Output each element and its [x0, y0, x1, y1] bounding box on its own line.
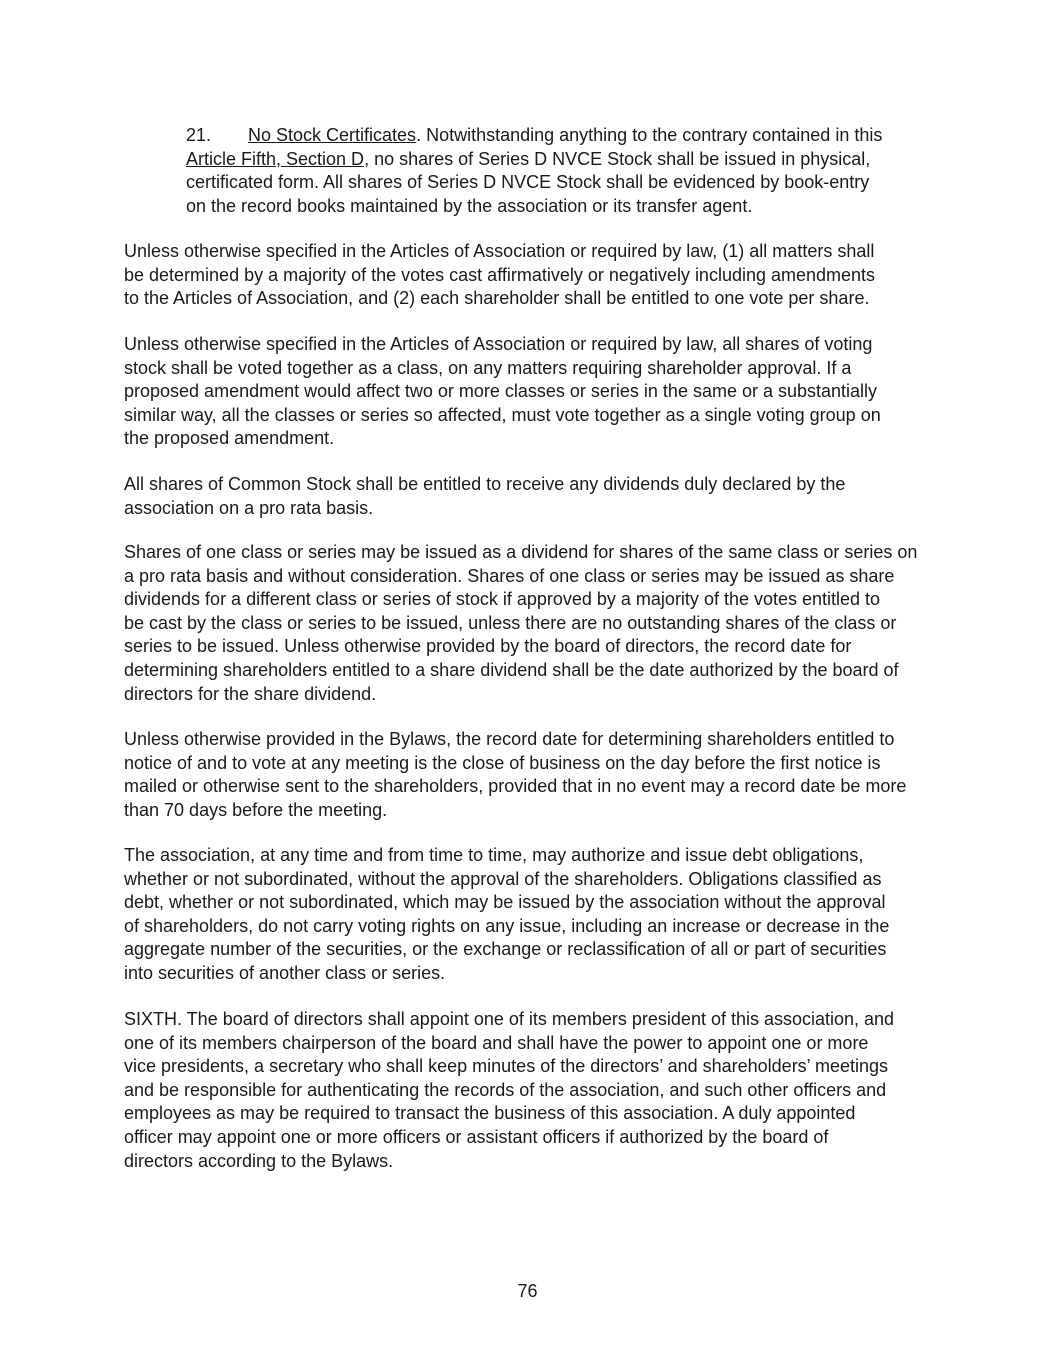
- paragraph-line: directors according to the Bylaws.: [124, 1150, 394, 1171]
- paragraph-line: Unless otherwise specified in the Articles of Association or required by law, all shares of voting: [124, 334, 873, 354]
- paragraph-line: officer may appoint one or more officers or assistant officers if authorized by the board of: [124, 1126, 829, 1147]
- paragraph-record-date: [124, 728, 936, 822]
- paragraph-line: a pro rata basis and without consideration. Shares of one class or series may be issued as share: [124, 565, 895, 586]
- paragraph-line: similar way, all the classes or series so affected, must vote together as a single voting group on: [124, 404, 881, 425]
- paragraph-line: proposed amendment would affect two or more classes or series in the same or a substantially: [124, 381, 878, 402]
- paragraph-line: Unless otherwise provided in the Bylaws, the record date for determining shareholders entitled to: [124, 729, 895, 749]
- paragraph-line: notice of and to vote at any meeting is the close of business on the day before the first notice is: [124, 752, 881, 773]
- paragraph-line: series to be issued. Unless otherwise provided by the board of directors, the record date for: [124, 636, 852, 657]
- paragraph-share-dividends: [124, 541, 936, 706]
- section-21-line-4: on the record books maintained by the association or its transfer agent.: [186, 195, 753, 216]
- paragraph-line: the proposed amendment.: [124, 428, 335, 449]
- section-21-line-2: [186, 148, 936, 172]
- paragraph-line: employees as may be required to transact the business of this association. A duly appointed: [124, 1103, 856, 1124]
- paragraph-article-sixth: [124, 1008, 936, 1173]
- paragraph-line: Unless otherwise specified in the Articles of Association or required by law, (1) all matters shall: [124, 241, 875, 261]
- section-21-line-1-text: . Notwithstanding anything to the contrary contained in this: [416, 125, 883, 145]
- section-21-line-3: certificated form. All shares of Series D NVCE Stock shall be evidenced by book-entry: [186, 172, 870, 193]
- paragraph-line: to the Articles of Association, and (2) each shareholder shall be entitled to one vote per share.: [124, 288, 870, 309]
- paragraph-line: association on a pro rata basis.: [124, 497, 374, 518]
- paragraph-line: directors for the share dividend.: [124, 683, 377, 704]
- paragraph-line: of shareholders, do not carry voting rights on any issue, including an increase or decrease in the: [124, 915, 890, 936]
- paragraph-line: The association, at any time and from time to time, may authorize and issue debt obligations,: [124, 845, 864, 865]
- paragraph-line: and be responsible for authenticating the records of the association, and such other officers and: [124, 1079, 887, 1100]
- paragraph-line: debt, whether or not subordinated, which may be issued by the association without the approval: [124, 892, 886, 913]
- paragraph-voting-stock-class: [124, 333, 936, 451]
- paragraph-line: mailed or otherwise sent to the shareholders, provided that in no event may a record date be more: [124, 776, 907, 797]
- page-number: 76: [517, 1281, 538, 1301]
- paragraph-line: vice presidents, a secretary who shall keep minutes of the directors’ and shareholders’ meetings: [124, 1056, 889, 1077]
- paragraph-line: be determined by a majority of the votes cast affirmatively or negatively including amendments: [124, 264, 876, 285]
- article-reference: Article Fifth, Section D: [186, 148, 365, 169]
- paragraph-line: determining shareholders entitled to a share dividend shall be the date authorized by the board of: [124, 659, 899, 680]
- paragraph-line: be cast by the class or series to be issued, unless there are no outstanding shares of the class or: [124, 612, 897, 633]
- paragraph-line: whether or not subordinated, without the approval of the shareholders. Obligations classified as: [124, 868, 882, 889]
- paragraph-line: stock shall be voted together as a class, on any matters requiring shareholder approval. If a: [124, 357, 852, 378]
- section-21-line-1: [186, 124, 936, 148]
- paragraph-line: into securities of another class or series.: [124, 962, 446, 983]
- paragraph-common-stock-dividends: [124, 473, 936, 520]
- paragraph-debt-obligations: [124, 844, 936, 986]
- paragraph-line: SIXTH. The board of directors shall appoint one of its members president of this association, and: [124, 1009, 895, 1029]
- paragraph-line: one of its members chairperson of the board and shall have the power to appoint one or more: [124, 1032, 869, 1053]
- paragraph-line: aggregate number of the securities, or the exchange or reclassification of all or part of securities: [124, 939, 887, 960]
- paragraph-line: than 70 days before the meeting.: [124, 799, 388, 820]
- paragraph-line: dividends for a different class or series of stock if approved by a majority of the votes entitled to: [124, 589, 881, 610]
- section-21-line-2-text: , no shares of Series D NVCE Stock shall be issued in physical,: [364, 148, 871, 169]
- paragraph-line: All shares of Common Stock shall be entitled to receive any dividends duly declared by the: [124, 474, 846, 494]
- paragraph-line: Shares of one class or series may be issued as a dividend for shares of the same class or series on: [124, 542, 918, 562]
- section-heading: No Stock Certificates: [248, 125, 417, 145]
- section-number: 21.: [186, 125, 212, 145]
- section-21-no-stock-certificates: [186, 124, 936, 218]
- paragraph-voting-matters: [124, 240, 936, 311]
